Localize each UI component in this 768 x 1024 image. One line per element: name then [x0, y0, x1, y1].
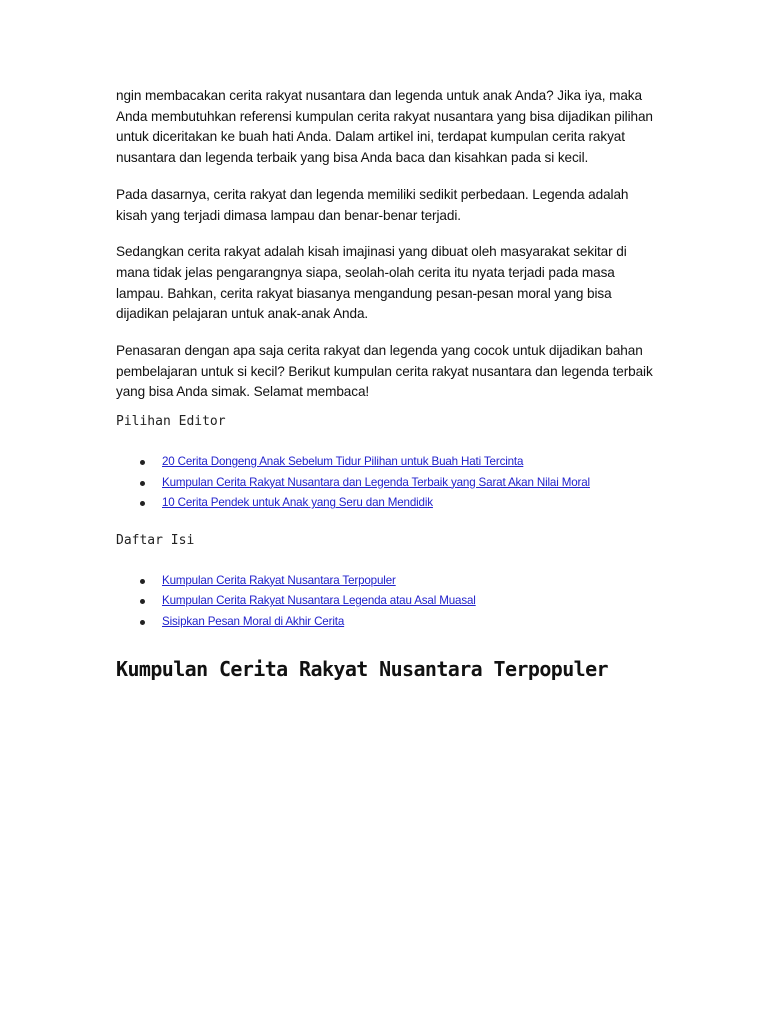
editor-pick-link-1[interactable]: 20 Cerita Dongeng Anak Sebelum Tidur Pilihan untuk Buah Hati Tercinta: [162, 455, 524, 469]
difference-paragraph: Pada dasarnya, cerita rakyat dan legenda memiliki sedikit perbedaan. Legenda adalah kisah yang terjadi dimasa lampau dan benar-benar terjadi.: [116, 186, 629, 223]
editor-pick-link-3[interactable]: 10 Cerita Pendek untuk Anak yang Seru dan Mendidik: [162, 496, 433, 510]
document-page: [116, 86, 656, 682]
folk-tale-paragraph: Sedangkan cerita rakyat adalah kisah imajinasi yang dibuat oleh masyarakat sekitar di mana tidak jelas pengarangnya siapa, seolah-olah cerita itu nyata terjadi pada masa lampau. Bahkan, cerita rakyat biasanya mengandung pesan-pesan moral yang bisa dijadikan pelajaran untuk anak-anak Anda.: [116, 244, 627, 322]
toc-label: Daftar Isi: [116, 532, 195, 548]
toc-link-3[interactable]: Sisipkan Pesan Moral di Akhir Cerita: [162, 614, 345, 628]
editor-picks-list: [116, 452, 656, 514]
editor-pick-link-2[interactable]: Kumpulan Cerita Rakyat Nusantara dan Legenda Terbaik yang Sarat Akan Nilai Moral: [162, 475, 590, 489]
bullet-icon: [140, 579, 145, 584]
list-item: [116, 591, 656, 612]
list-item: [116, 473, 656, 494]
bullet-icon: [140, 599, 145, 604]
bullet-icon: [140, 501, 145, 506]
list-item: [116, 571, 656, 592]
intro-paragraph: ngin membacakan cerita rakyat nusantara dan legenda untuk anak Anda? Jika iya, maka Anda membutuhkan referensi kumpulan cerita rakyat nusantara yang bisa dijadikan pilihan untuk diceritakan ke buah hati Anda. Dalam artikel ini, terdapat kumpulan cerita rakyat nusantara dan legenda terbaik yang bisa Anda baca dan kisahkan pada si kecil.: [116, 88, 653, 166]
section-heading: Kumpulan Cerita Rakyat Nusantara Terpopuler: [116, 657, 608, 682]
editor-picks-label: Pilihan Editor: [116, 414, 226, 430]
bullet-icon: [140, 620, 145, 625]
curiosity-paragraph: Penasaran dengan apa saja cerita rakyat dan legenda yang cocok untuk dijadikan bahan pembelajaran untuk si kecil? Berikut kumpulan cerita rakyat nusantara dan legenda terbaik yang bisa Anda simak. Selamat membaca!: [116, 343, 653, 400]
bullet-icon: [140, 460, 145, 465]
bullet-icon: [140, 481, 145, 486]
toc-link-2[interactable]: Kumpulan Cerita Rakyat Nusantara Legenda atau Asal Muasal: [162, 594, 476, 608]
spacer: [116, 514, 656, 532]
list-item: [116, 452, 656, 473]
list-item: [116, 493, 656, 514]
toc-list: [116, 571, 656, 633]
toc-link-1[interactable]: Kumpulan Cerita Rakyat Nusantara Terpopuler: [162, 573, 396, 587]
list-item: [116, 612, 656, 633]
